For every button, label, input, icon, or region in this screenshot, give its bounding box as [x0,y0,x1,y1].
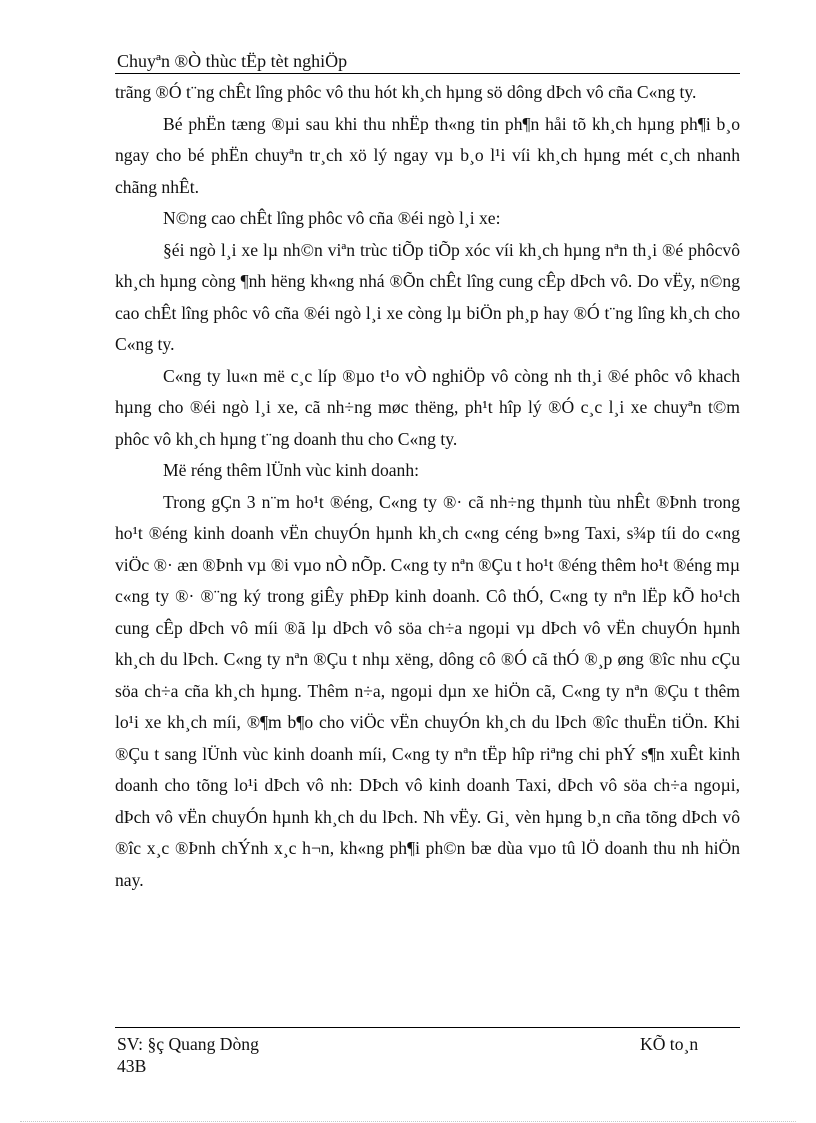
footer-student-class: 43B [117,1056,147,1076]
paragraph-3: N©ng cao chÊt lîng phôc vô cña ®éi ngò l¸i xe: [163,208,501,228]
footer-rule [115,1027,740,1028]
footer-student-info [117,1033,259,1077]
paragraph-6: Më réng thêm lÜnh vùc kinh doanh: [163,460,420,480]
page-header-title: Chuyªn ®Ò thùc tËp tèt nghiÖp [117,51,348,71]
paragraph-4: §éi ngò l¸i xe lµ nh©n viªn trùc tiÕp tiÕp xóc víi kh¸ch hµng nªn th¸i ®é phôcvô kh¸ch hµng còng ¶nh hëng kh«ng nhá ®Õn chÊt lîng cung cÊp dÞch vô. Do vËy, n©ng cao chÊt lîng phôc vô cña ®éi ngò l¸i xe còng lµ biÖn ph¸p hay ®Ó t¨ng lîng kh¸ch cho C«ng ty. [115,239,740,354]
footer-department: KÕ to¸n [640,1034,699,1054]
page-bottom-dotted-border [20,1121,796,1122]
paragraph-7: Trong gÇn 3 n¨m ho¹t ®éng, C«ng ty ®· cã nh÷ng thµnh tùu nhÊt ®Þnh trong ho¹t ®éng kinh doanh vËn chuyÓn hµnh kh¸ch c«ng céng b»ng Taxi, s¾p tíi do c«ng viÖc ®· æn ®Þnh vµ ®i vµo nÒ nÕp. C«ng ty nªn ®Çu t ho¹t ®éng thêm ho¹t ®éng mµ c«ng ty ®· ®¨ng ký trong giÊy phÐp kinh doanh. Cô thÓ, C«ng ty nªn lËp kÕ ho¹ch cung cÊp dÞch vô míi ®ã lµ dÞch vô söa ch÷a ngoµi vµ dÞch vô vËn chuyÓn hµnh kh¸ch du lÞch. C«ng ty nªn ®Çu t nhµ xëng, dông cô ®Ó cã thÓ ®¸p øng ®îc nhu cÇu söa ch÷a cña kh¸ch hµng. Thêm n÷a, ngoµi dµn xe hiÖn cã, C«ng ty nªn ®Çu t thêm lo¹i xe kh¸ch míi, ®¶m b¶o cho viÖc vËn chuyÓn kh¸ch du lÞch ®îc thuËn tiÖn. Khi ®Çu t sang lÜnh vùc kinh doanh míi, C«ng ty nªn tËp hîp riªng chi phÝ s¶n xuÊt kinh doanh cho tõng lo¹i dÞch vô nh: DÞch vô kinh doanh Taxi, dÞch vô söa ch÷a ngoµi, dÞch vô vËn chuyÓn hµnh kh¸ch du lÞch. Nh vËy. Gi¸ vèn hµng b¸n cña tõng dÞch vô ®îc x¸c ®Þnh chÝnh x¸c h¬n, kh«ng ph¶i ph©n bæ dùa vµo tû lÖ doanh thu nh hiÖn nay. [115,491,740,890]
paragraph-2: Bé phËn tæng ®µi sau khi thu nhËp th«ng tin ph¶n håi tõ kh¸ch hµng ph¶i b¸o ngay cho bé phËn chuyªn tr¸ch xö lý ngay vµ b¸o l¹i víi kh¸ch hµng mét c¸ch nhanh chãng nhÊt. [115,113,740,197]
document-body [115,77,740,896]
header-rule [115,73,740,74]
footer-student-name: SV: §ç Quang Dòng [117,1034,259,1054]
paragraph-1: trãng ®Ó t¨ng chÊt lîng phôc vô thu hót kh¸ch hµng sö dông dÞch vô cña C«ng ty. [115,82,697,102]
paragraph-5: C«ng ty lu«n më c¸c líp ®µo t¹o vÒ nghiÖp vô còng nh th¸i ®é phôc vô khach hµng cho ®éi ngò l¸i xe, cã nh÷ng møc thëng, ph¹t hîp lý ®Ó c¸c l¸i xe chuyªn t©m phôc vô kh¸ch hµng t¨ng doanh thu cho C«ng ty. [115,365,740,449]
